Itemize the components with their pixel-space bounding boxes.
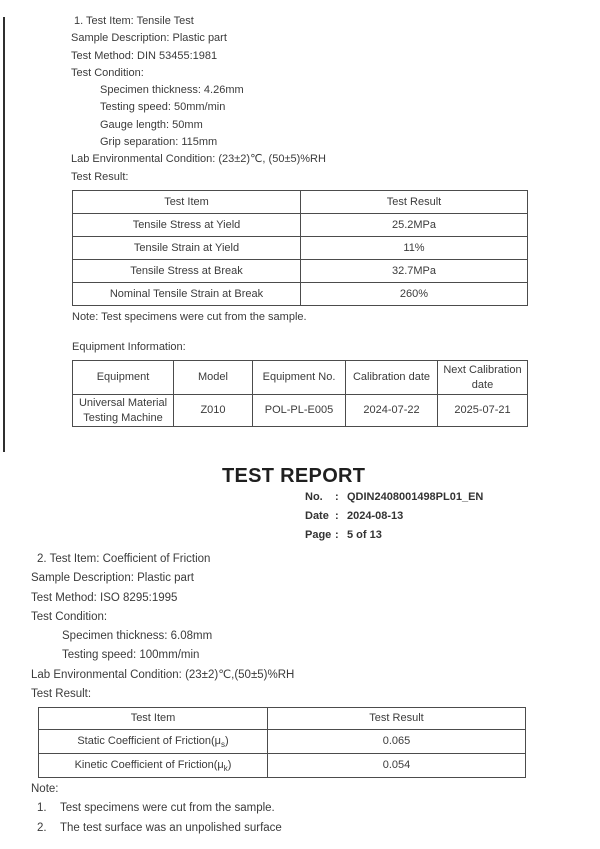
item-text: Static Coefficient of Friction(μ [77,735,221,748]
section1-heading: 1. Test Item: Tensile Test [74,15,194,27]
section2-condition-speed: Testing speed: 100mm/min [62,649,200,662]
report-title: TEST REPORT [222,465,366,487]
table-cell-item: Nominal Tensile Strain at Break [73,283,301,306]
report-no-value: QDIN2408001498PL01_EN [347,491,484,503]
table-header-row [39,708,526,730]
tensile-test-section [71,13,326,186]
report-meta [305,488,483,545]
colon: : [335,510,339,522]
column-header-test-result: Test Result [301,191,528,214]
table-cell-item: Tensile Stress at Break [73,260,301,283]
section2-heading: 2. Test Item: Coefficient of Friction [37,553,211,565]
table-header-row [73,361,528,395]
table-cell-equipment: Universal Material Testing Machine [73,395,174,427]
column-header-equipment: Equipment [73,361,174,395]
table-cell-item: Tensile Strain at Yield [73,237,301,260]
section1-test-method: Test Method: DIN 53455:1981 [71,49,218,62]
section1-condition-grip: Grip separation: 115mm [100,136,218,149]
equipment-info-label: Equipment Information: [72,341,186,353]
table-row [73,237,528,260]
report-date-value: 2024-08-13 [347,510,404,522]
note-text: The test surface was an unpolished surface [60,821,282,834]
table-cell-result: 260% [301,283,528,306]
report-no-line [305,488,483,507]
column-header-test-item: Test Item [39,708,268,730]
note-item [31,799,282,818]
colon: : [335,529,339,541]
table-cell-equipment-no: POL-PL-E005 [253,395,346,427]
table-cell-next-calibration-date: 2025-07-21 [438,395,528,427]
report-date-line [305,507,483,526]
table-row [73,214,528,237]
section1-lab-condition: Lab Environmental Condition: (23±2)℃, (50±5)%RH [71,153,326,166]
report-page-label: Page [305,529,332,541]
column-header-next-calibration-date: Next Calibration date [438,361,528,395]
notes-label: Note: [31,783,59,795]
column-header-test-item: Test Item [73,191,301,214]
note-item [31,819,282,838]
friction-result-table [38,707,526,778]
table-row [73,283,528,306]
table-row [73,260,528,283]
equipment-table [72,360,528,427]
table-cell-result: 25.2MPa [301,214,528,237]
section2-test-result-label: Test Result: [31,688,92,701]
section2-test-condition-label: Test Condition: [31,610,108,623]
report-no-label: No. [305,491,323,503]
table-row [73,395,528,427]
table-cell-model: Z010 [174,395,253,427]
colon: : [335,491,339,503]
section1-test-result-label: Test Result: [71,170,129,183]
section2-lab-condition: Lab Environmental Condition: (23±2)℃,(50±5)%RH [31,668,295,681]
section2-condition-thickness: Specimen thickness: 6.08mm [62,630,213,643]
notes-block [31,780,282,838]
column-header-calibration-date: Calibration date [346,361,438,395]
note-text: Test specimens were cut from the sample. [60,802,275,815]
section1-sample-description: Sample Description: Plastic part [71,32,227,45]
report-date-label: Date [305,510,329,522]
item-text: ) [227,759,232,772]
table-cell-result: 0.054 [268,754,526,778]
table-cell-result: 32.7MPa [301,260,528,283]
report-page-line [305,526,483,545]
note-number: 2. [37,821,47,834]
table-cell-item [39,730,268,754]
scan-artifact-line [3,17,5,452]
section1-condition-gauge: Gauge length: 50mm [100,118,203,131]
table-cell-result: 11% [301,237,528,260]
item-subscript: s [221,740,225,750]
section1-condition-thickness: Specimen thickness: 4.26mm [100,84,244,97]
table-header-row [73,191,528,214]
table-row [39,730,526,754]
table-row [39,754,526,778]
friction-test-section [31,550,294,704]
section1-test-condition-label: Test Condition: [71,66,144,79]
section2-sample-description: Sample Description: Plastic part [31,572,194,585]
tensile-note: Note: Test specimens were cut from the sample. [72,311,307,323]
section2-test-method: Test Method: ISO 8295:1995 [31,591,178,604]
column-header-model: Model [174,361,253,395]
item-text: ) [225,735,229,748]
item-subscript: k [223,764,228,774]
report-page-value: 5 of 13 [347,529,382,541]
table-cell-item [39,754,268,778]
section1-condition-speed: Testing speed: 50mm/min [100,101,226,114]
table-cell-item: Tensile Stress at Yield [73,214,301,237]
table-cell-calibration-date: 2024-07-22 [346,395,438,427]
column-header-test-result: Test Result [268,708,526,730]
note-number: 1. [37,802,47,815]
tensile-result-table [72,190,528,306]
column-header-equipment-no: Equipment No. [253,361,346,395]
table-cell-result: 0.065 [268,730,526,754]
item-text: Kinetic Coefficient of Friction(μ [74,759,224,772]
